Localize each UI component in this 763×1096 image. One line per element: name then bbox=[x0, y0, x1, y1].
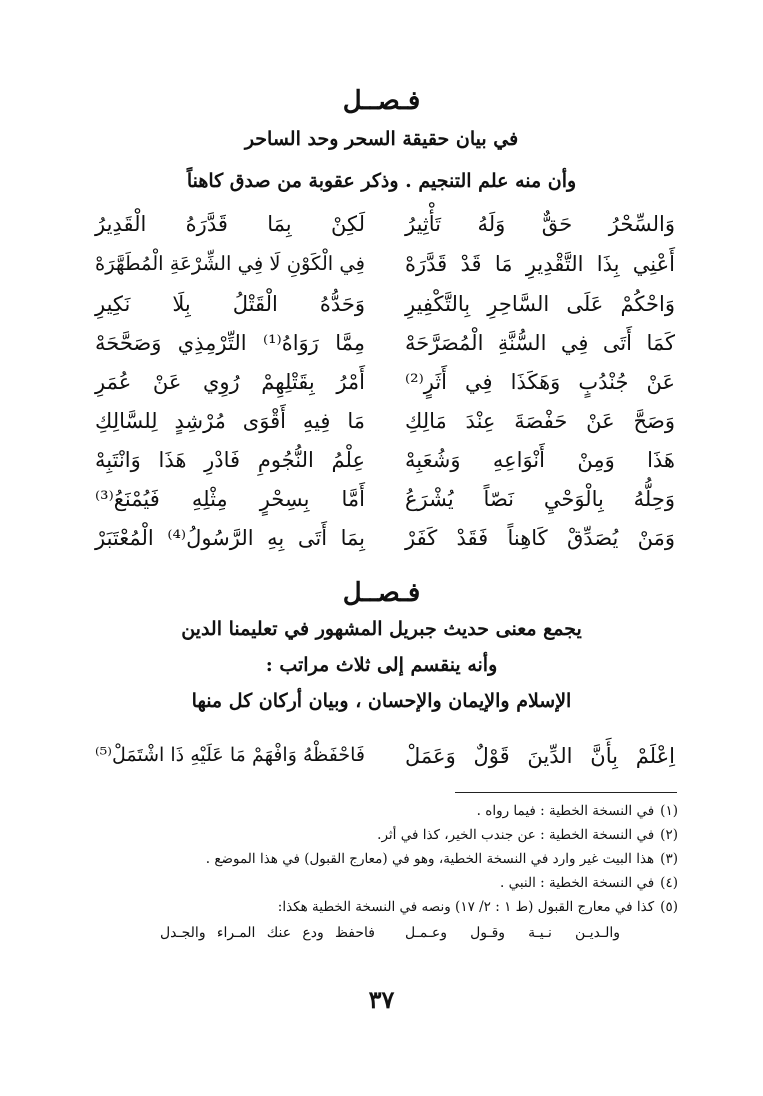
footnote-text: هذا البيت غير وارد في النسخة الخطية، وهو في (معارج القبول) في هذا الموضع . bbox=[205, 851, 655, 867]
footnote-3 bbox=[78, 851, 678, 867]
verse-first-hemistich: اِعْلَمْ بِأَنَّ الدِّينَ قَوْلٌ وَعَمَلْ bbox=[405, 744, 675, 768]
verse-first-hemistich: وَمَنْ يُصَدِّقْ كَاهِناً فَقَدْ كَفَرْ bbox=[405, 526, 675, 550]
verse-second-hemistich: مِمَّا رَوَاهُ⁽¹⁾ التِّرْمِذِي وَصَحَّحَهْ bbox=[95, 331, 365, 355]
verse-line-4 bbox=[95, 331, 675, 365]
verse-second-hemistich: لَكِنْ بِمَا قَدَّرَهُ الْقَدِيرُ bbox=[95, 212, 365, 236]
verse-first-hemistich: كَمَا أَتَى فِي السُّنَّةِ الْمُصَرَّحَهْ bbox=[405, 331, 675, 355]
footnote-number: (٣) bbox=[660, 851, 678, 867]
section-2-title: فـصــل bbox=[342, 578, 421, 608]
verse-second-hemistich: أَمَّا بِسِحْرٍ مِثْلِهِ فَيُمْنَعُ⁽³⁾ bbox=[95, 487, 365, 511]
page-number: ٣٧ bbox=[368, 985, 395, 1014]
footnote-text: في النسخة الخطية : النبي . bbox=[500, 875, 655, 891]
verse-first-hemistich: وَالسِّحْرُ حَقٌّ وَلَهُ تَأْثِيرُ bbox=[405, 212, 675, 236]
footnote-5 bbox=[78, 899, 678, 915]
verse-line-8 bbox=[95, 487, 675, 521]
verse-second-hemistich: بِمَا أَتَى بِهِ الرَّسُولُ⁽⁴⁾ الْمُعْتَبَرْ bbox=[95, 526, 365, 550]
footnote-text: كذا في معارج القبول (ط ١ : ٢/ ١٧) ونصه في النسخة الخطية هكذا: bbox=[277, 899, 655, 915]
verse-line-6 bbox=[95, 409, 675, 443]
footnote-2 bbox=[78, 827, 678, 843]
verse-second-hemistich: أَمْرُ بِقَتْلِهِمْ رُوِي عَنْ عُمَرِ bbox=[95, 370, 365, 394]
verse-first-hemistich: وَصَحَّ عَنْ حَفْصَةَ عِنْدَ مَالِكِ bbox=[405, 409, 675, 433]
verse-line-1 bbox=[95, 212, 675, 246]
section-2-subtitle-1: يجمع معنى حديث جبريل المشهور في تعليمنا الدين bbox=[181, 618, 582, 640]
verse-first-hemistich: وَاحْكُمْ عَلَى السَّاحِرِ بِالتَّكْفِيرِ bbox=[405, 292, 675, 316]
section-1-subtitle-1: في بيان حقيقة السحر وحد الساحر bbox=[244, 128, 519, 150]
footnote-verse bbox=[160, 925, 620, 947]
verse-second-hemistich: وَحَدُّهُ الْقَتْلُ بِلَا نَكِيرِ bbox=[95, 292, 365, 316]
footnote-1 bbox=[78, 803, 678, 819]
verse-second-hemistich: فِي الْكَوْنِ لَا فِي الشِّرْعَةِ الْمُطَهَّرَهْ bbox=[95, 252, 365, 275]
verse-first-hemistich: عَنْ جُنْدُبٍ وَهَكَذَا فِي أَثَرٍ⁽²⁾ bbox=[405, 370, 675, 394]
verse-line-9 bbox=[95, 526, 675, 560]
section-2-subtitle-3: الإسلام والإيمان والإحسان ، وبيان أركان كل منها bbox=[191, 690, 572, 712]
footnote-text: في النسخة الخطية : فيما رواه . bbox=[476, 803, 655, 819]
footnote-verse-first-hemistich: والـديـن نـيـة وقـول وعـمـل bbox=[405, 925, 620, 941]
footnote-number: (٥) bbox=[660, 899, 678, 915]
verse-first-hemistich: أَعْنِي بِذَا التَّقْدِيرِ مَا قَدْ قَدَّرَهْ bbox=[405, 252, 675, 276]
footnote-text: في النسخة الخطية : عن جندب الخير، كذا في أثر. bbox=[377, 827, 655, 843]
footnote-number: (١) bbox=[660, 803, 678, 819]
footnote-number: (٢) bbox=[660, 827, 678, 843]
verse-second-hemistich: فَاحْفَظْهُ وَافْهَمْ مَا عَلَيْهِ ذَا اشْتَمَلْ⁽⁵⁾ bbox=[95, 744, 365, 766]
verse-line-7 bbox=[95, 448, 675, 482]
footnote-separator bbox=[455, 792, 677, 793]
verse-line-3 bbox=[95, 292, 675, 326]
section-1-title: فـصــل bbox=[342, 86, 421, 116]
verse-second-hemistich: مَا فِيهِ أَقْوَى مُرْشِدٍ لِلسَّالِكِ bbox=[95, 409, 365, 433]
footnote-4 bbox=[78, 875, 678, 891]
section-2-subtitle-2: وأنه ينقسم إلى ثلاث مراتب : bbox=[265, 654, 498, 676]
verse-line-2 bbox=[95, 252, 675, 286]
verse-line-5 bbox=[95, 370, 675, 404]
verse-line-10 bbox=[95, 744, 675, 778]
footnote-verse-second-hemistich: فاحفظ ودع عنك المـراء والجـدل bbox=[160, 925, 375, 941]
verse-second-hemistich: عِلْمُ النُّجُومِ فَادْرِ هَذَا وَانْتَبِهْ bbox=[95, 448, 365, 472]
verse-first-hemistich: وَحِلُّهُ بِالْوَحْيِ نَصّاً يُشْرَعُ bbox=[405, 487, 675, 511]
section-1-subtitle-2: وأن منه علم التنجيم . وذكر عقوبة من صدق كاهناً bbox=[186, 170, 577, 192]
footnote-number: (٤) bbox=[660, 875, 678, 891]
verse-first-hemistich: هَذَا وَمِنْ أَنْوَاعِهِ وَشُعَبِهْ bbox=[405, 448, 675, 472]
